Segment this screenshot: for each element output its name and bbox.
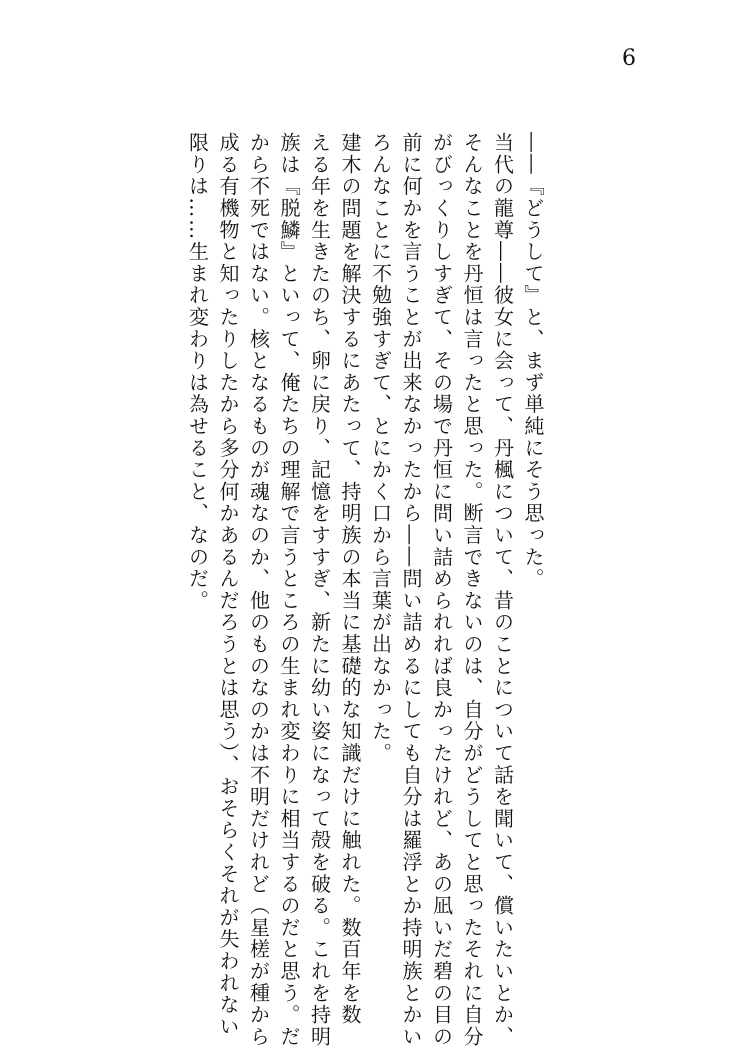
body-text bbox=[182, 132, 548, 1048]
text-line: そんなことを丹恒は言ったと思った。断言できないのは、自分がどうしてと思ったそれに自分 bbox=[460, 132, 484, 1048]
text-line: ろんなことに不勉強すぎて、とにかく口から言葉が出なかった。 bbox=[368, 132, 393, 765]
text-line: 族は『脱鱗』といって、俺たちの理解で言うところの生まれ変わりに相当するのだと思う。だ bbox=[277, 132, 301, 1048]
page-number: 6 bbox=[622, 46, 636, 71]
text-line: 前に何かを言うことが出来なかったから――問い詰めるにしても自分は羅浮とか持明族とかい bbox=[399, 132, 423, 1048]
text-line: 建木の問題を解決するにあたって、持明族の本当に基礎的な知識だけに触れた。数百年を数 bbox=[338, 132, 362, 1026]
text-line: える年を生きたのち、卵に戻り、記憶をすすぎ、新たに幼い姿になって殻を破る。これを持明 bbox=[307, 132, 332, 1048]
text-line: ――『どうして』と、まず単純にそう思った。 bbox=[521, 132, 545, 590]
text-line: 限りは……生まれ変わりは為せること、なのだ。 bbox=[185, 132, 210, 612]
text-line: がびっくりしすぎて、その場で丹恒に問い詰められれば良かったけれど、あの凪いだ碧の目の bbox=[429, 132, 454, 1048]
text-line: から不死ではない。核となるものが魂なのか、他のものなのかは不明だけれど（星槎が種から bbox=[246, 132, 271, 1048]
text-line: 成る有機物と知ったりしたから多分何かあるんだろうとは思う）、おそらくそれが失われない bbox=[216, 132, 240, 1038]
text-line: 当代の龍尊――彼女に会って、丹楓について、昔のことについて話を聞いて、償いたいとか、 bbox=[490, 132, 515, 1048]
